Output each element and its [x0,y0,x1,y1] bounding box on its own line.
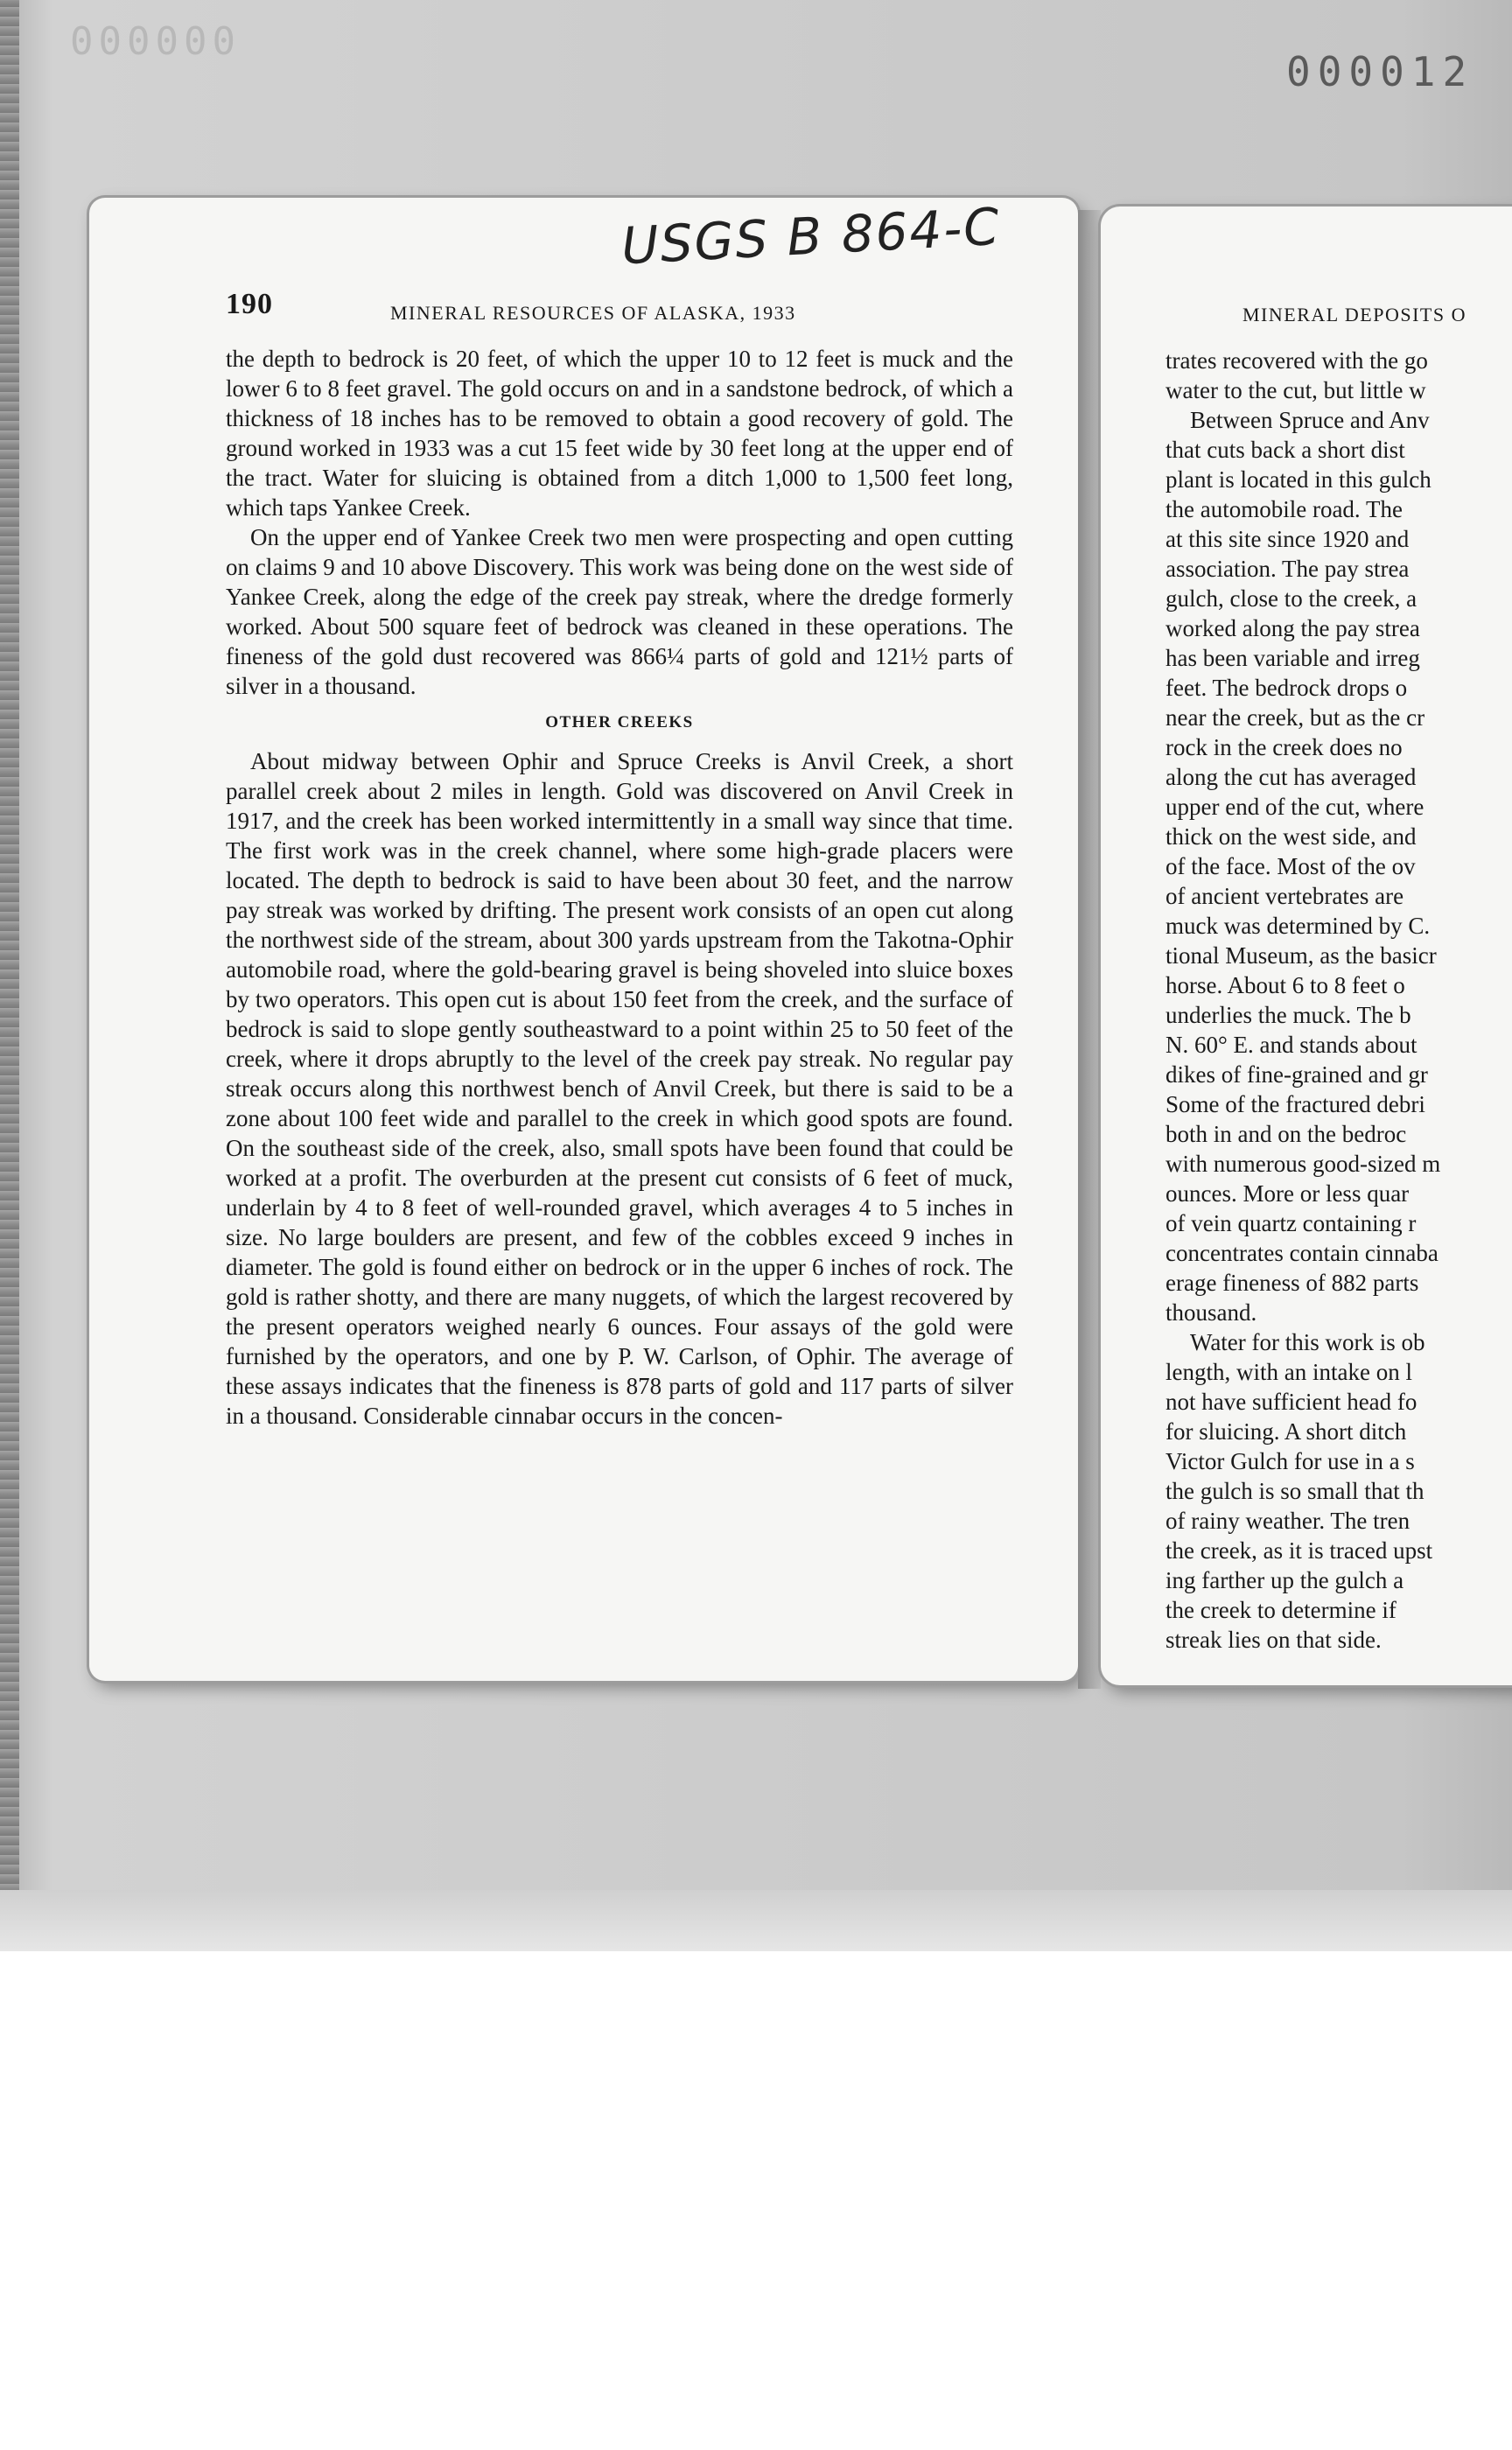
text-line: concentrates contain cinnaba [1166,1240,1438,1266]
text-line: plant is located in this gulch [1166,466,1432,493]
text-line: worked along the pay strea [1166,615,1420,641]
text-line: Water for this work is ob [1190,1329,1425,1355]
running-head-left: MINERAL RESOURCES OF ALASKA, 1933 [390,302,796,324]
text-line: dikes of fine-grained and gr [1166,1061,1428,1088]
section-heading: OTHER CREEKS [545,713,694,732]
frame-number: 000012 [1286,48,1474,95]
text-line: at this site since 1920 and [1166,526,1410,552]
text-line: Victor Gulch for use in a s [1166,1448,1415,1474]
text-line: ounces. More or less quar [1166,1180,1410,1207]
text-line: of the face. Most of the ov [1166,853,1416,879]
text-line: of rainy weather. The tren [1166,1508,1410,1534]
text-line: that cuts back a short dist [1166,437,1405,463]
handwritten-catalog-note: USGS B 864-C [620,196,1003,276]
paragraph: On the upper end of Yankee Creek two men were prospecting and open cutting on claims 9 and 10 above Discovery. This work was being done on the west side of Yankee Creek, along the edge of the creek pay streak, where the dredge formerly worked. About 500 square feet of bedrock was cleaned in these operations. The fineness of the gold dust recovered was 866¼ parts of gold and 121½ parts of silver in a thousand. [226,524,1013,699]
text-line: feet. The bedrock drops o [1166,675,1408,701]
text-line: rock in the creek does no [1166,734,1403,760]
text-line: for sluicing. A short ditch [1166,1418,1407,1445]
text-line: water to the cut, but little w [1166,377,1426,403]
text-line: the gulch is so small that th [1166,1478,1424,1504]
text-line: Between Spruce and Anv [1190,407,1430,433]
page-number: 190 [226,288,273,320]
text-line: the creek to determine if [1166,1597,1396,1623]
text-line: not have sufficient head fo [1166,1389,1418,1415]
text-line: streak lies on that side. [1166,1627,1382,1653]
text-line: near the creek, but as the cr [1166,704,1425,731]
text-line: thick on the west side, and [1166,823,1417,850]
text-line: horse. About 6 to 8 feet o [1166,972,1405,998]
text-line: ing farther up the gulch a [1166,1567,1404,1593]
right-page-text-column [1166,346,1512,1655]
text-line: trates recovered with the go [1166,347,1428,374]
text-line: upper end of the cut, where [1166,794,1424,820]
text-line: the creek, as it is traced upst [1166,1537,1433,1564]
paragraph: the depth to bedrock is 20 feet, of which the upper 10 to 12 feet is muck and the lower 6 to 8 feet gravel. The gold occurs on and in a sandstone bedrock, of which a thickness of 18 inches has to be removed to obtain a good recovery of gold. The ground worked in 1933 was a cut 15 feet wide by 30 feet long at the upper end of the tract. Water for sluicing is obtained from a ditch 1,000 to 1,500 feet long, which taps Yankee Creek. [226,346,1013,521]
text-line: of ancient vertebrates are [1166,883,1404,909]
text-line: length, with an intake on l [1166,1359,1412,1385]
text-line: tional Museum, as the basicr [1166,942,1437,969]
text-line: thousand. [1166,1299,1257,1326]
ghost-frame-number: 000000 [70,19,241,64]
text-line: gulch, close to the creek, a [1166,585,1418,612]
text-line: of vein quartz containing r [1166,1210,1417,1236]
page-gutter [1078,210,1101,1689]
text-line: along the cut has averaged [1166,764,1417,790]
running-head-right: MINERAL DEPOSITS O [1242,304,1466,326]
text-line: has been variable and irreg [1166,645,1420,671]
text-line: N. 60° E. and stands about [1166,1032,1418,1058]
paragraph: About midway between Ophir and Spruce Creeks is Anvil Creek, a short parallel creek about 2 miles in length. Gold was discovered on Anvil Creek in 1917, and the creek has been worked intermittently in a small way since that time. The first work was in the creek channel, where some high-grade placers were located. The depth to bedrock is said to have been about 30 feet, and the narrow pay streak was worked by drifting. The present work consists of an open cut along the northwest side of the stream, about 300 yards upstream from the Takotna-Ophir automobile road, where the gold-bearing gravel is being shoveled into sluice boxes by two operators. This open cut is about 150 feet from the creek, and the surface of bedrock is said to slope gently southeastward to a point within 25 to 50 feet of the creek, where it drops abruptly to the level of the creek pay streak. No regular pay streak occurs along this northwest bench of Anvil Creek, but there is said to be a zone about 100 feet wide and parallel to the creek in which good spots are found. On the southeast side of the creek, also, small spots have been found that could be worked at a profit. The overburden at the present cut consists of 6 feet of muck, underlain by 4 to 8 feet of well-rounded gravel, which averages 4 to 5 inches in size. No large boulders are present, and few of the cobbles exceed 9 inches in diameter. The gold is found either on bedrock or in the upper 6 inches of rock. The gold is rather shotty, and there are many nuggets, of which the largest recovered by the present operators weighed nearly 6 ounces. Four assays of the gold were furnished by the operators, and one by P. W. Carlson, of Ophir. The average of these assays indicates that the fineness is 878 parts of gold and 117 parts of silver in a thousand. Considerable cinnabar occurs in the concen- [226,748,1013,1429]
text-line: both in and on the bedroc [1166,1121,1407,1147]
text-line: Some of the fractured debri [1166,1091,1425,1117]
text-line: association. The pay strea [1166,556,1410,582]
text-line: with numerous good-sized m [1166,1151,1441,1177]
left-page-text-column [226,344,1013,1431]
left-page-header [226,288,978,326]
text-line: muck was determined by C. [1166,913,1431,939]
text-line: underlies the muck. The b [1166,1002,1411,1028]
text-line: erage fineness of 882 parts [1166,1270,1419,1296]
text-line: the automobile road. The [1166,496,1403,522]
